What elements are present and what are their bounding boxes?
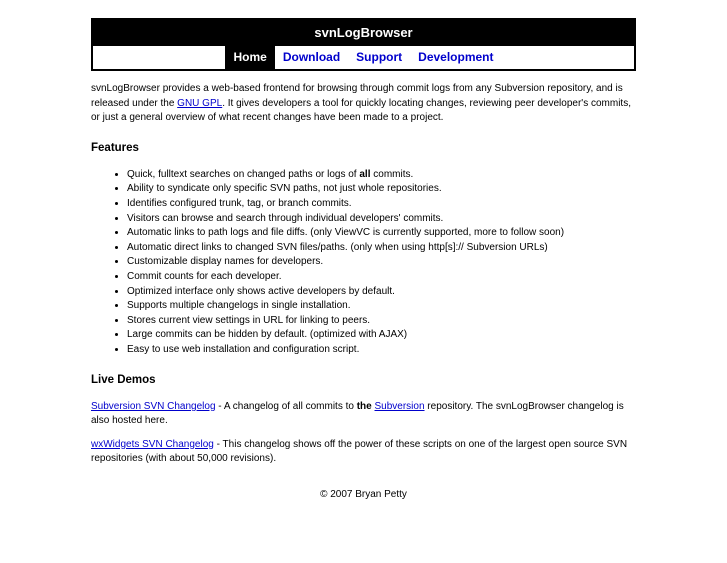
footer-copyright: © 2007 Bryan Petty [320,488,407,500]
nav-download[interactable]: Download [282,50,341,64]
feature-item: • Visitors can browse and search through individual developers' commits. [127,212,636,227]
subversion-link[interactable]: Subversion [374,400,425,412]
feature-item-text: commits. [370,168,414,180]
feature-item: • Ability to syndicate only specific SVN paths, not just whole repositories. [127,182,636,197]
feature-item-bold: all [359,168,371,180]
demo-wxwidgets [91,438,636,467]
site-title: svnLogBrowser [314,25,413,40]
feature-item: • Customizable display names for developers. [127,255,636,270]
demo-text: repository. The svnLogBrowser changelog is also hosted here. [91,400,624,427]
demo-bold: the [356,400,372,412]
intro-paragraph [91,82,636,126]
demo-text: - A changelog of all commits to [215,400,357,412]
features-list [91,168,636,358]
live-demos-heading: Live Demos [91,373,156,386]
features-heading: Features [91,141,139,154]
page-container [91,18,636,500]
nav-home[interactable]: Home [225,46,274,69]
feature-item: • Stores current view settings in URL for linking to peers. [127,314,636,329]
feature-item [127,168,636,183]
feature-item: • Commit counts for each developer. [127,270,636,285]
wxwidgets-changelog-link[interactable]: wxWidgets SVN Changelog [91,438,214,450]
feature-item: • Identifies configured trunk, tag, or branch commits. [127,197,636,212]
subversion-changelog-link[interactable]: Subversion SVN Changelog [91,400,216,412]
feature-item: • Supports multiple changelogs in single installation. [127,299,636,314]
gnu-gpl-link[interactable]: GNU GPL [177,97,223,109]
demo-subversion [91,400,636,429]
feature-item: • Large commits can be hidden by default. (optimized with AJAX) [127,328,636,343]
nav-support[interactable]: Support [356,50,403,64]
feature-item: • Optimized interface only shows active developers by default. [127,285,636,300]
demo-text: - This changelog shows off the power of these scripts on one of the largest open source SVN repositories (with about 50,000 revisions). [91,438,628,465]
feature-item: • Automatic links to path logs and file diffs. (only ViewVC is currently supported, more to follow soon) [127,226,636,241]
intro-text-1: svnLogBrowser provides a web-based frontend for browsing through commit logs from any Subversion repository, and is released under the [91,83,623,109]
feature-item: • Easy to use web installation and configuration script. [127,343,636,358]
feature-item-text: Quick, fulltext searches on changed paths or logs of [127,168,360,180]
intro-text-2: . It gives developers a tool for quickly locating changes, reviewing peer developer's commits, or just a general overview of what recent changes have been made to a project. [91,97,631,124]
nav-development[interactable]: Development [418,50,494,64]
main-nav [93,46,634,69]
feature-item: • Automatic direct links to changed SVN files/paths. (only when using http[s]:// Subversion URLs) [127,241,636,256]
site-header [91,18,636,71]
